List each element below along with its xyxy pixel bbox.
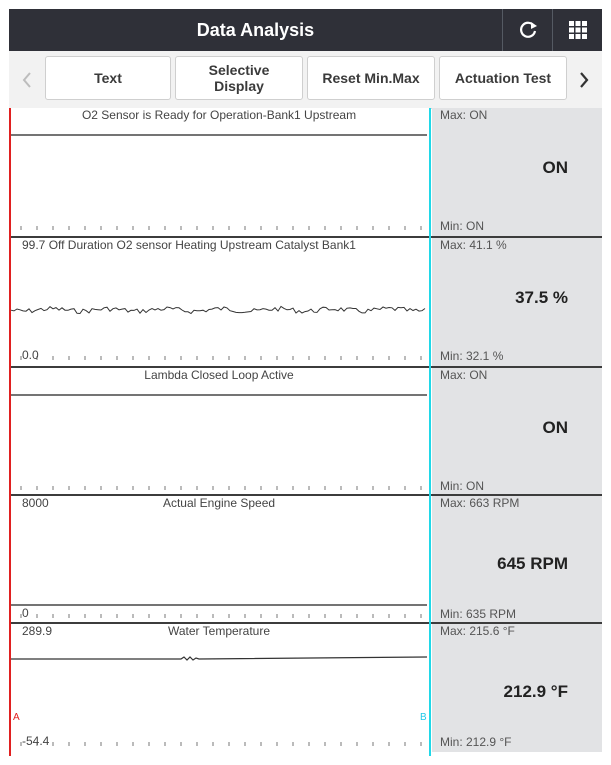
signal-plot bbox=[9, 108, 429, 236]
min-value: Min: ON bbox=[440, 479, 485, 493]
graph-area bbox=[9, 368, 429, 496]
min-value: Min: ON bbox=[440, 219, 485, 233]
toolbar bbox=[9, 51, 602, 109]
graph-area bbox=[9, 624, 429, 752]
graph-area bbox=[9, 496, 429, 624]
min-value: Min: 32.1 % bbox=[440, 349, 504, 363]
pid-panel-engine-speed[interactable] bbox=[9, 496, 602, 624]
cursor-b-line[interactable] bbox=[429, 108, 431, 756]
title-bar bbox=[9, 9, 602, 51]
signal-line bbox=[11, 657, 427, 660]
min-value: Min: 635 RPM bbox=[440, 607, 517, 621]
value-panel bbox=[432, 624, 602, 752]
time-ticks bbox=[21, 614, 421, 618]
max-value: Max: 41.1 % bbox=[440, 238, 507, 252]
pid-panel-o2-ready[interactable] bbox=[9, 108, 602, 236]
graph-area bbox=[9, 108, 429, 236]
min-value: Min: 212.9 °F bbox=[440, 735, 512, 749]
chevron-right-icon bbox=[578, 71, 590, 89]
max-value: Max: ON bbox=[440, 108, 488, 122]
page-title: Data Analysis bbox=[196, 20, 315, 40]
pid-panel-o2-heater[interactable] bbox=[9, 238, 602, 366]
y-axis-min: 0.0 bbox=[22, 348, 39, 362]
cursor-a-label: A bbox=[13, 712, 20, 723]
time-ticks bbox=[21, 486, 421, 490]
scroll-left-button[interactable] bbox=[9, 51, 45, 108]
current-value: ON bbox=[542, 418, 568, 437]
refresh-icon bbox=[517, 19, 539, 41]
y-axis-max: 8000 bbox=[22, 496, 49, 510]
pid-title: 99.7 Off Duration O2 sensor Heating Upstream Catalyst Bank1 bbox=[22, 238, 356, 252]
time-ticks bbox=[21, 742, 421, 746]
cursor-b-label: B bbox=[420, 712, 427, 723]
signal-plot bbox=[9, 238, 429, 366]
scroll-right-button[interactable] bbox=[566, 51, 602, 108]
pid-panel-lambda-loop[interactable] bbox=[9, 368, 602, 496]
y-axis-min: 0 bbox=[22, 606, 29, 620]
signal-plot bbox=[9, 496, 429, 624]
time-ticks bbox=[21, 226, 421, 230]
pid-title: O2 Sensor is Ready for Operation-Bank1 Upstream bbox=[81, 108, 357, 122]
cursor-a-line[interactable] bbox=[9, 108, 11, 756]
current-value: 37.5 % bbox=[515, 288, 568, 307]
refresh-button[interactable] bbox=[502, 9, 553, 51]
time-ticks bbox=[21, 356, 421, 360]
pid-title: Actual Engine Speed bbox=[162, 496, 276, 510]
max-value: Max: 663 RPM bbox=[440, 496, 520, 510]
actuation-test-button[interactable]: Actuation Test bbox=[439, 56, 567, 100]
grid-menu-icon bbox=[568, 20, 588, 40]
reset-min-max-button[interactable]: Reset Min.Max bbox=[307, 56, 435, 100]
signal-line bbox=[11, 306, 425, 313]
value-panel bbox=[432, 108, 602, 236]
max-value: Max: 215.6 °F bbox=[440, 624, 515, 638]
grid-menu-button[interactable] bbox=[552, 9, 603, 51]
y-axis-min: -54.4 bbox=[22, 734, 50, 748]
pid-title: Water Temperature bbox=[167, 624, 271, 638]
current-value: ON bbox=[542, 158, 568, 177]
current-value: 212.9 °F bbox=[503, 682, 568, 701]
value-panel bbox=[432, 238, 602, 366]
pid-panel-water-temp[interactable] bbox=[9, 624, 602, 752]
pid-title: Lambda Closed Loop Active bbox=[144, 368, 294, 382]
signal-plot bbox=[9, 624, 429, 752]
selective-display-button[interactable]: Selective Display bbox=[175, 56, 303, 100]
value-panel bbox=[432, 496, 602, 624]
max-value: Max: ON bbox=[440, 368, 488, 382]
y-axis-max: 289.9 bbox=[22, 624, 53, 638]
signal-plot bbox=[9, 368, 429, 496]
text-button[interactable]: Text bbox=[45, 56, 171, 100]
graph-area bbox=[9, 238, 429, 366]
chevron-left-icon bbox=[21, 71, 33, 89]
value-panel bbox=[432, 368, 602, 496]
current-value: 645 RPM bbox=[497, 554, 568, 573]
